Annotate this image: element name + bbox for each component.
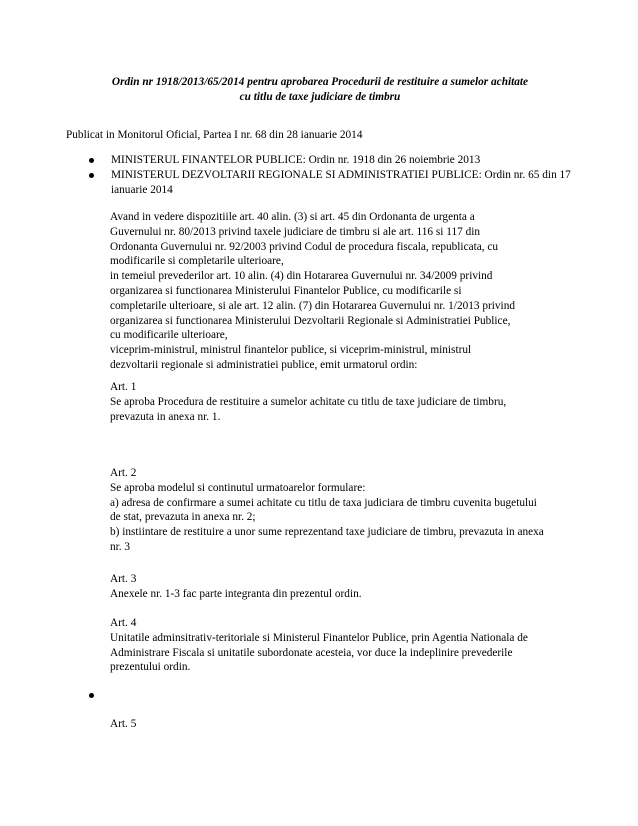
document-title [70,75,570,105]
bullet-icon [89,158,94,163]
article-heading: Art. 3 [110,573,137,585]
publication-info: Publicat in Monitorul Oficial, Partea I nr. 68 din 28 ianuarie 2014 [66,129,363,141]
preamble-line: modificarile si completarile ulterioare, [110,255,284,268]
preamble-line: cu modificarile ulterioare, [110,329,228,342]
article-line: prezentului ordin. [110,661,191,674]
list-item [89,168,589,198]
article-line: de stat, prevazuta in anexa nr. 2; [110,511,256,524]
article-heading: Art. 4 [110,617,137,629]
preamble-line: viceprim-ministrul, ministrul finantelor publice, si viceprim-ministrul, ministrul [110,344,472,357]
preamble-line: organizarea si functionarea Ministerului Finantelor Publice, cu modificarile si [110,284,462,297]
article-line: b) instiintare de restituire a unor sume reprezentand taxe judiciare de timbru, prevazuta in anexa [110,526,544,539]
issuer-text: MINISTERUL FINANTELOR PUBLICE: Ordin nr. 1918 din 26 noiembrie 2013 [111,154,481,166]
article-3 [110,572,590,602]
article-2 [110,466,590,555]
bullet-icon [89,693,94,698]
bullet-icon [89,173,94,178]
preamble-line: organizarea si functionarea Ministerului Dezvoltarii Regionale si Administratiei Publice, [110,314,511,327]
article-line: a) adresa de confirmare a sumei achitate cu titlu de taxa judiciara de timbru cuvenita bugetului [110,496,537,509]
preamble-line: Guvernului nr. 80/2013 privind taxele judiciare de timbru si ale art. 116 si 117 din [110,225,481,238]
preamble-line: completarile ulterioare, si ale art. 12 alin. (7) din Hotararea Guvernului nr. 1/2013 privind [110,299,515,312]
issuers-list [89,153,589,197]
issuer-text: MINISTERUL DEZVOLTARII REGIONALE SI ADMINISTRATIEI PUBLICE: Ordin nr. 65 din 17 ianuarie 2014 [111,168,571,196]
article-line: Administrare Fiscala si unitatile subordonate acesteia, vor duce la indeplinire prevederile [110,646,513,659]
article-heading: Art. 1 [110,381,137,393]
preamble-line: dezvoltarii regionale si administratiei publice, emit urmatorul ordin: [110,358,418,371]
title-line-2: cu titlu de taxe judiciare de timbru [239,90,401,103]
article-1 [110,380,590,424]
title-line-1: Ordin nr 1918/2013/65/2014 pentru aprobarea Procedurii de restituire a sumelor achitate [111,76,529,88]
preamble-line: Avand in vedere dispozitiile art. 40 alin. (3) si art. 45 din Ordonanta de urgenta a [110,211,475,223]
preamble-line: Ordonanta Guvernului nr. 92/2003 privind Codul de procedura fiscala, republicata, cu [110,240,499,253]
list-item [89,153,589,168]
preamble-line: in temeiul prevederilor art. 10 alin. (4) din Hotararea Guvernului nr. 34/2009 privind [110,270,493,283]
preamble [110,210,590,373]
article-5 [110,717,590,732]
article-line: Unitatile adminsitrativ-teritoriale si Ministerul Finantelor Publice, prin Agentia Nationala de [110,631,528,644]
article-line: prevazuta in anexa nr. 1. [110,410,221,423]
article-heading: Art. 2 [110,467,137,479]
article-heading: Art. 5 [110,718,137,730]
article-line: Anexele nr. 1-3 fac parte integranta din prezentul ordin. [110,587,362,600]
article-line: Se aproba Procedura de restituire a sumelor achitate cu titlu de taxe judiciare de timbru, [110,395,507,408]
article-line: nr. 3 [110,540,131,553]
article-line: Se aproba modelul si continutul urmatoarelor formulare: [110,481,366,494]
article-4 [110,616,590,675]
